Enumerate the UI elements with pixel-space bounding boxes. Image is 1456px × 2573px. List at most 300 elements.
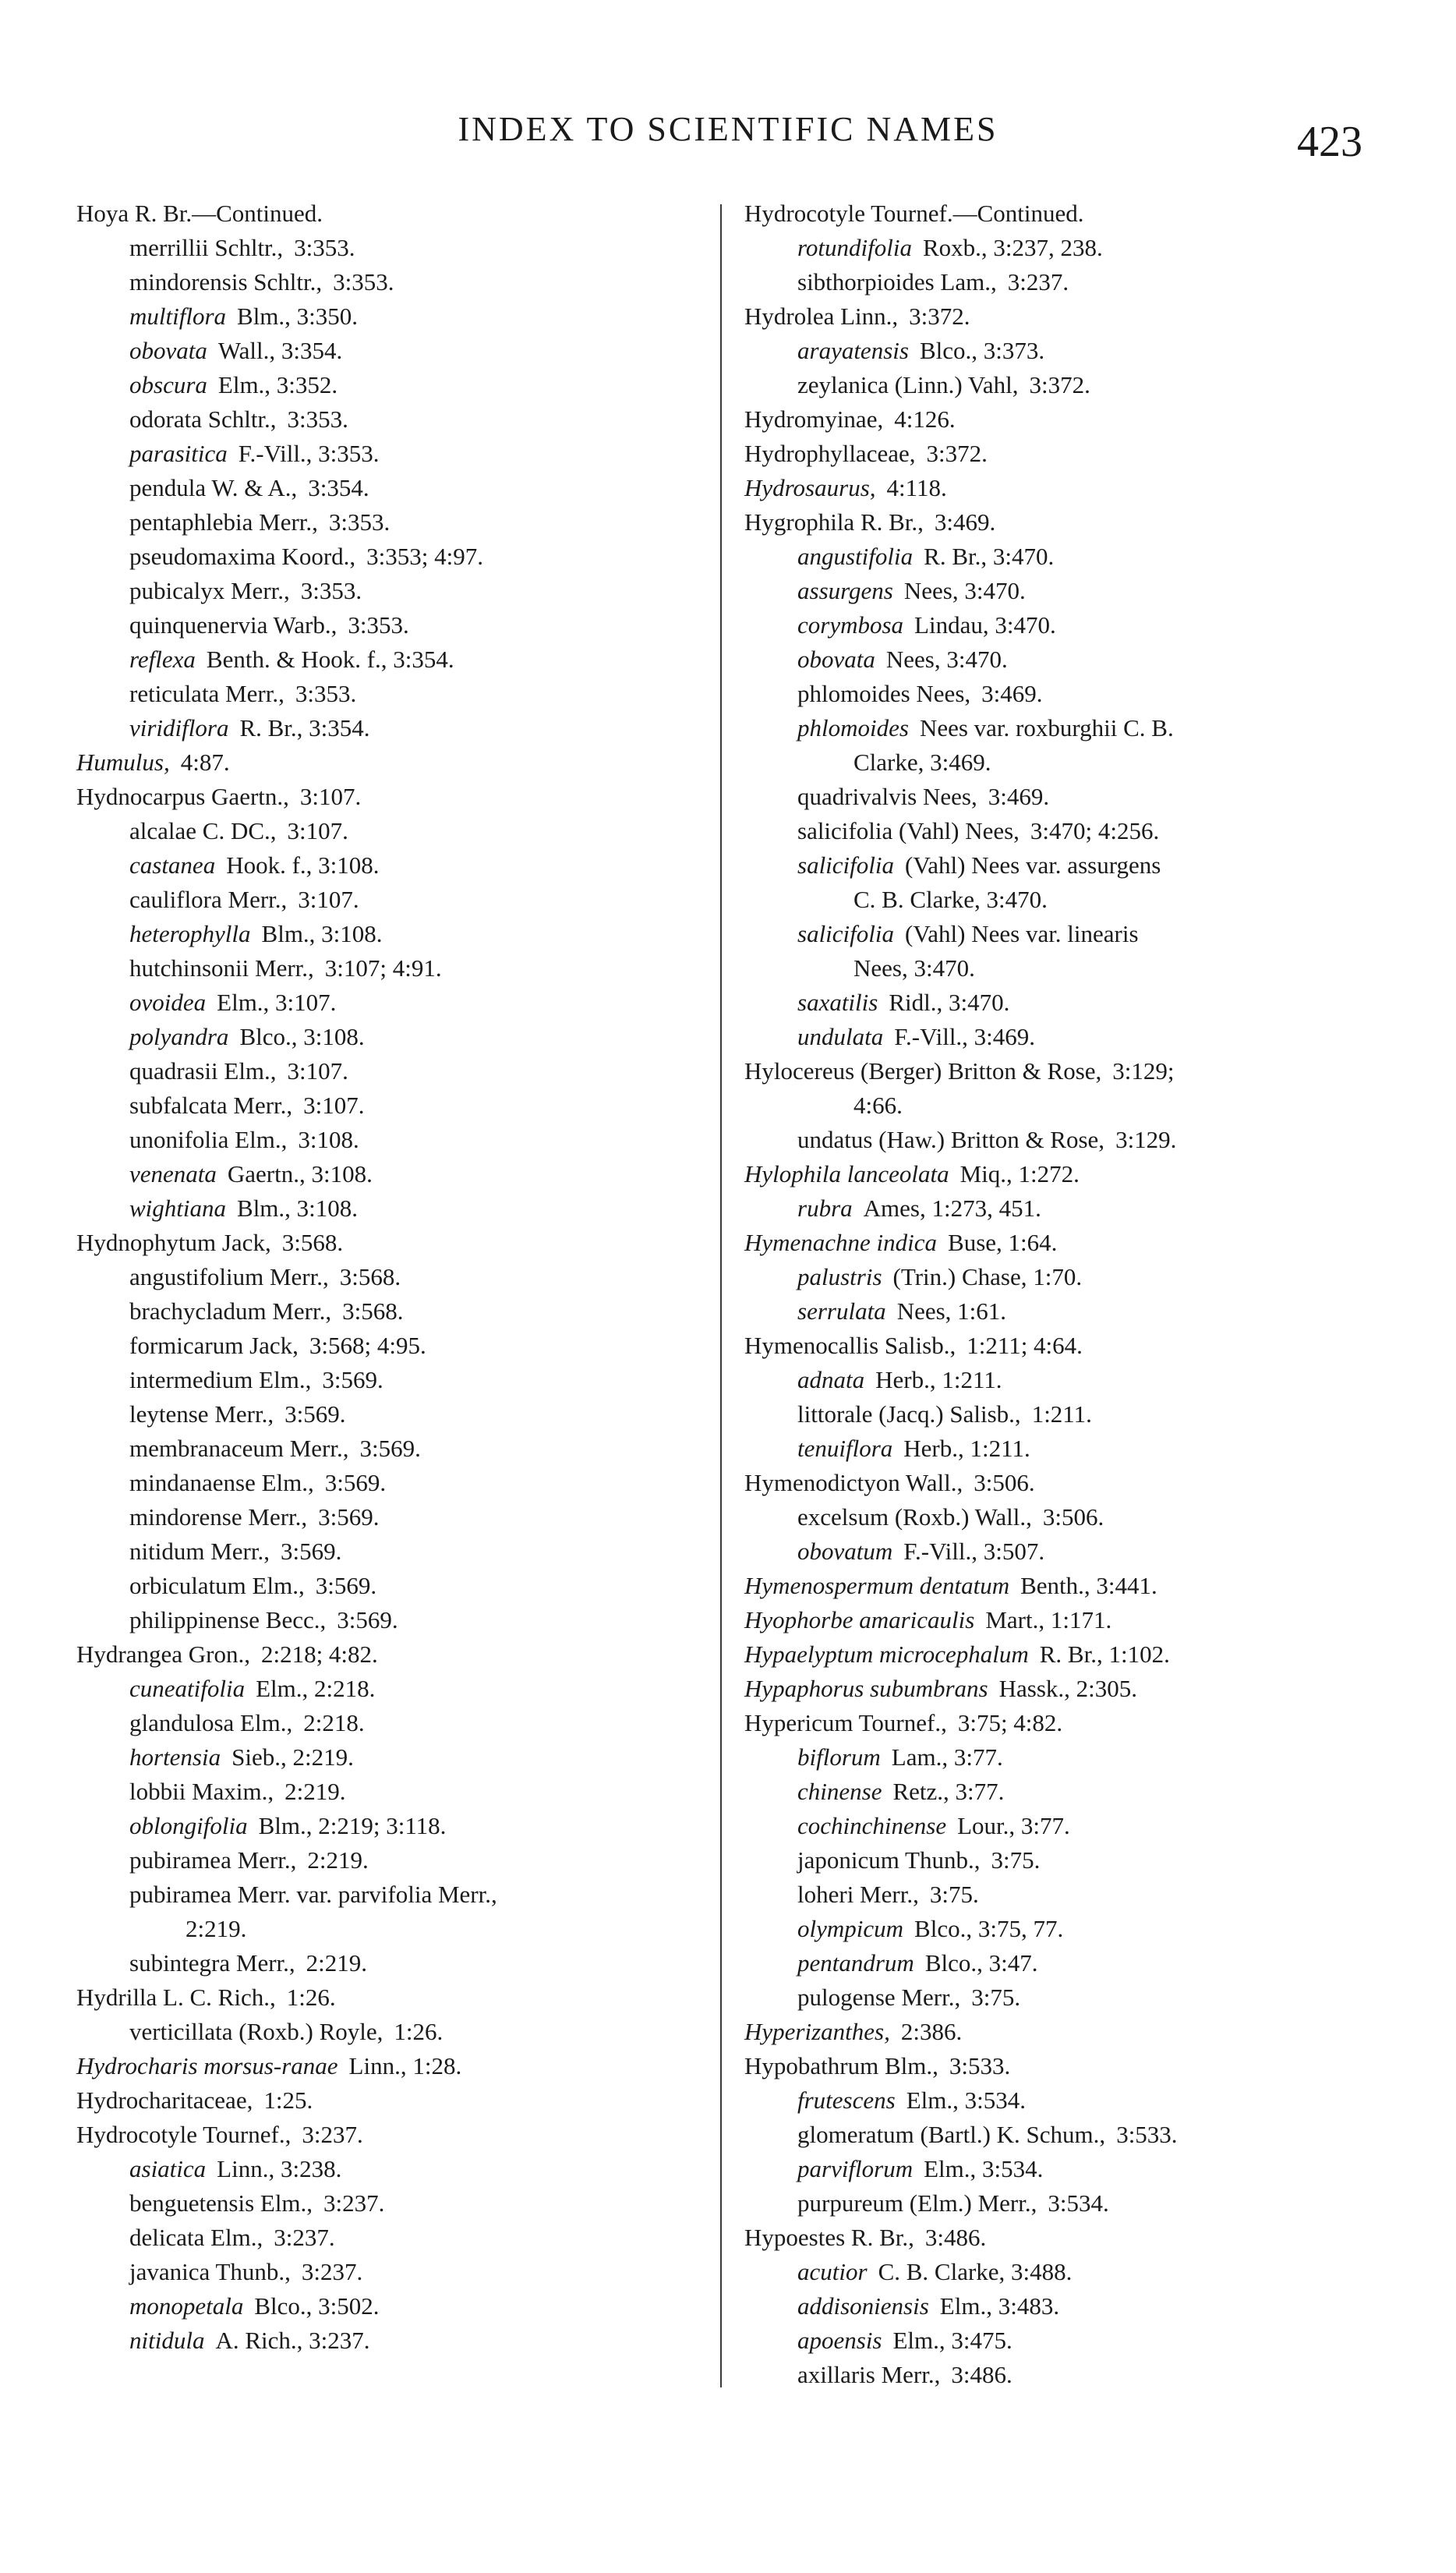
entry-reference: 4:126. [894, 405, 956, 433]
index-subentry [744, 1946, 1384, 1980]
entry-name: pseudomaxima Koord., [129, 543, 356, 570]
entry-reference: 3:569. [324, 1469, 387, 1496]
index-entry [744, 1157, 1384, 1191]
index-entry [744, 471, 1384, 505]
index-subentry [744, 608, 1384, 642]
entry-reference: 3:486. [951, 2361, 1012, 2388]
index-subentry [744, 265, 1384, 299]
entry-name: membranaceum Merr., [129, 1435, 349, 1462]
entry-reference: Blm., 3:108. [261, 920, 383, 947]
index-subentry [76, 814, 700, 848]
index-subentry [744, 1363, 1384, 1397]
entry-reference: Herb., 1:211. [875, 1366, 1002, 1393]
entry-name: merrillii Schltr., [129, 234, 284, 261]
index-subentry [744, 2323, 1384, 2358]
entry-reference: 3:75. [971, 1984, 1021, 2011]
entry-name: ovoidea [129, 989, 207, 1016]
entry-reference: F.-Vill., 3:469. [894, 1023, 1036, 1050]
index-subentry [76, 1569, 700, 1603]
entry-reference: 3:568; 4:95. [309, 1332, 426, 1359]
index-entry [76, 1226, 700, 1260]
index-subentry [76, 1363, 700, 1397]
entry-reference: 3:75. [929, 1881, 979, 1908]
index-subentry [744, 2083, 1384, 2118]
entry-name: benguetensis Elm., [129, 2189, 313, 2217]
entry-name: brachycladum Merr., [129, 1297, 332, 1325]
index-subentry [744, 1191, 1384, 1226]
entry-reference: 3:353. [295, 680, 357, 707]
index-subentry [76, 1775, 700, 1809]
index-subentry [744, 1534, 1384, 1569]
index-column-left [76, 196, 700, 2358]
index-subentry [76, 1397, 700, 1432]
entry-name: multiflora [129, 303, 227, 330]
entry-reference: Retz., 3:77. [892, 1778, 1005, 1805]
entry-reference: 3:486. [924, 2224, 987, 2251]
entry-name: heterophylla [129, 920, 251, 947]
index-entry [76, 196, 700, 231]
entry-name: Hymenospermum dentatum [744, 1572, 1010, 1599]
index-subentry [744, 642, 1384, 677]
index-subentry [76, 642, 700, 677]
entry-reference: Wall., 3:354. [217, 337, 343, 364]
entry-reference: Elm., 3:352. [217, 371, 338, 398]
entry-reference: Blco., 3:373. [919, 337, 1045, 364]
entry-name: loheri Merr., [797, 1881, 919, 1908]
entry-name: subfalcata Merr., [129, 1092, 293, 1119]
index-entry [744, 1466, 1384, 1500]
entry-reference: Blco., 3:75, 77. [914, 1915, 1064, 1942]
entry-reference: 2:386. [900, 2018, 963, 2045]
index-entry [744, 299, 1384, 334]
entry-reference: 2:218. [303, 1709, 365, 1736]
entry-reference: Herb., 1:211. [903, 1435, 1030, 1462]
entry-name: palustris [797, 1263, 882, 1290]
index-entry [76, 2049, 700, 2083]
index-subentry [76, 1740, 700, 1775]
index-subentry [76, 1843, 700, 1878]
entry-reference: Elm., 2:218. [256, 1675, 376, 1702]
entry-name: parviflorum [797, 2155, 914, 2182]
entry-name: reticulata Merr., [129, 680, 284, 707]
index-subentry [76, 677, 700, 711]
entry-name: angustifolia [797, 543, 914, 570]
entry-reference: A. Rich., 3:237. [215, 2327, 370, 2354]
entry-reference: 3:237. [1007, 268, 1069, 296]
entry-name: japonicum Thunb., [797, 1846, 981, 1874]
entry-reference: 3:107. [287, 1057, 348, 1085]
entry-reference: Buse, 1:64. [948, 1229, 1058, 1256]
index-subentry [744, 814, 1384, 848]
entry-reference: 3:569. [359, 1435, 421, 1462]
entry-reference: 3:372. [926, 440, 988, 467]
entry-name: excelsum (Roxb.) Wall., [797, 1503, 1032, 1531]
entry-reference: 3:237. [302, 2121, 363, 2148]
entry-reference: 3:469. [988, 783, 1050, 810]
entry-name: acutior [797, 2258, 868, 2285]
index-subentry [76, 1020, 700, 1054]
index-subentry [744, 1878, 1384, 1912]
entry-name: undulata [797, 1023, 884, 1050]
entry-reference: 3:107. [287, 817, 348, 844]
index-subentry [76, 2289, 700, 2323]
entry-name: undatus (Haw.) Britton & Rose, [797, 1126, 1105, 1153]
index-subentry [76, 1191, 700, 1226]
entry-reference: 2:219. [306, 1949, 368, 1977]
entry-name: Hydrophyllaceae, [744, 440, 916, 467]
entry-reference: 3:569. [318, 1503, 380, 1531]
entry-name: obscura [129, 371, 207, 398]
entry-reference: 3:533. [1116, 2121, 1178, 2148]
entry-reference: 3:534. [1048, 2189, 1109, 2217]
entry-name: salicifolia (Vahl) Nees, [797, 817, 1020, 844]
entry-name: wightiana [129, 1194, 227, 1222]
index-subentry [76, 1534, 700, 1569]
entry-name: zeylanica (Linn.) Vahl, [797, 371, 1019, 398]
entry-reference: 3:569. [284, 1400, 346, 1428]
index-subentry [76, 1500, 700, 1534]
index-subentry [76, 1260, 700, 1294]
index-subentry [76, 402, 700, 437]
index-subentry [744, 2152, 1384, 2186]
entry-name: mindorensis Schltr., [129, 268, 323, 296]
entry-reference: 3:353. [348, 611, 409, 639]
index-subentry [76, 231, 700, 265]
index-subentry [744, 1020, 1384, 1054]
entry-name: Nees, 3:470. [853, 954, 975, 982]
entry-name: orbiculatum Elm., [129, 1572, 305, 1599]
entry-reference: 3:506. [974, 1469, 1035, 1496]
entry-name: angustifolium Merr., [129, 1263, 329, 1290]
entry-name: Humulus, [76, 749, 170, 776]
entry-reference: 3:237. [274, 2224, 335, 2251]
entry-name: viridiflora [129, 714, 229, 741]
entry-name: Hymenodictyon Wall., [744, 1469, 963, 1496]
index-entry [744, 505, 1384, 540]
entry-reference: (Vahl) Nees var. assurgens [905, 851, 1161, 879]
entry-reference: 3:569. [337, 1606, 398, 1633]
entry-reference: Benth. & Hook. f., 3:354. [206, 646, 454, 673]
entry-name: Hydrocharis morsus-ranae [76, 2052, 338, 2079]
entry-reference: Elm., 3:534. [906, 2086, 1026, 2114]
entry-name: venenata [129, 1160, 217, 1187]
entry-reference: 3:107. [303, 1092, 365, 1119]
entry-reference: Benth., 3:441. [1020, 1572, 1157, 1599]
entry-reference: 3:108. [298, 1126, 359, 1153]
entry-name: quinquenervia Warb., [129, 611, 337, 639]
index-entry [76, 745, 700, 780]
entry-name: philippinense Becc., [129, 1606, 327, 1633]
entry-name: javanica Thunb., [129, 2258, 291, 2285]
entry-reference: Blm., 2:219; 3:118. [258, 1812, 447, 1839]
entry-name: nitidum Merr., [129, 1538, 270, 1565]
index-subentry [76, 1054, 700, 1088]
entry-name: phlomoides [797, 714, 909, 741]
entry-name: arayatensis [797, 337, 909, 364]
entry-name: Hylophila lanceolata [744, 1160, 949, 1187]
entry-reference: Elm., 3:475. [892, 2327, 1012, 2354]
index-subentry [76, 437, 700, 471]
index-continuation [744, 1088, 1384, 1123]
index-entry [744, 1054, 1384, 1088]
entry-reference: 2:219. [307, 1846, 369, 1874]
index-subentry [744, 677, 1384, 711]
entry-reference: Blm., 3:108. [237, 1194, 359, 1222]
index-continuation [76, 1912, 700, 1946]
entry-name: biflorum [797, 1743, 881, 1771]
entry-name: salicifolia [797, 851, 894, 879]
entry-name: verticillata (Roxb.) Royle, [129, 2018, 383, 2045]
index-subentry [76, 471, 700, 505]
entry-name: Hydnocarpus Gaertn., [76, 783, 289, 810]
index-subentry [744, 2255, 1384, 2289]
entry-reference: Nees, 3:470. [903, 577, 1026, 604]
entry-reference: Linn., 1:28. [348, 2052, 462, 2079]
index-subentry [744, 1843, 1384, 1878]
page-title: INDEX TO SCIENTIFIC NAMES [458, 110, 998, 148]
entry-reference: Nees, 1:61. [896, 1297, 1007, 1325]
index-subentry [76, 368, 700, 402]
entry-name: polyandra [129, 1023, 229, 1050]
entry-name: oblongifolia [129, 1812, 248, 1839]
index-entry [744, 1569, 1384, 1603]
entry-name: Hydnophytum Jack, [76, 1229, 271, 1256]
index-subentry [76, 1088, 700, 1123]
entry-name: tenuiflora [797, 1435, 893, 1462]
entry-reference: 4:87. [180, 749, 230, 776]
entry-name: purpureum (Elm.) Merr., [797, 2189, 1037, 2217]
entry-name: Hyophorbe amaricaulis [744, 1606, 975, 1633]
index-subentry [744, 540, 1384, 574]
entry-reference: C. B. Clarke, 3:488. [878, 2258, 1073, 2285]
entry-reference: 3:353. [294, 234, 355, 261]
entry-name: serrulata [797, 1297, 886, 1325]
index-subentry [76, 883, 700, 917]
entry-name: glandulosa Elm., [129, 1709, 293, 1736]
entry-reference: R. Br., 1:102. [1039, 1640, 1170, 1668]
entry-name: Hypaphorus subumbrans [744, 1675, 988, 1702]
index-subentry [76, 334, 700, 368]
entry-name: lobbii Maxim., [129, 1778, 274, 1805]
entry-name: frutescens [797, 2086, 896, 2114]
entry-reference: Elm., 3:107. [217, 989, 337, 1016]
entry-reference: Ridl., 3:470. [889, 989, 1010, 1016]
entry-name: C. B. Clarke, 3:470. [853, 886, 1048, 913]
entry-reference: 3:569. [322, 1366, 383, 1393]
entry-reference: Nees var. roxburghii C. B. [919, 714, 1174, 741]
index-entry [76, 1637, 700, 1672]
entry-reference: Lam., 3:77. [891, 1743, 1003, 1771]
index-subentry [76, 1123, 700, 1157]
index-subentry [744, 1432, 1384, 1466]
entry-reference: Elm., 3:483. [939, 2292, 1060, 2320]
entry-name: unonifolia Elm., [129, 1126, 288, 1153]
entry-reference: Sieb., 2:219. [231, 1743, 354, 1771]
entry-reference: 3:353. [328, 508, 391, 536]
entry-name: hortensia [129, 1743, 221, 1771]
entry-name: monopetala [129, 2292, 244, 2320]
entry-reference: Ames, 1:273, 451. [863, 1194, 1041, 1222]
index-subentry [744, 2358, 1384, 2392]
entry-name: 2:219. [186, 1915, 247, 1942]
index-subentry [744, 780, 1384, 814]
entry-name: Hymenachne indica [744, 1229, 938, 1256]
index-column-right [744, 196, 1384, 2392]
entry-name: assurgens [797, 577, 893, 604]
entry-name: Hoya R. Br.—Continued. [76, 200, 323, 227]
entry-name: addisoniensis [797, 2292, 929, 2320]
entry-reference: R. Br., 3:354. [239, 714, 370, 741]
entry-reference: 3:469. [981, 680, 1043, 707]
index-subentry [76, 608, 700, 642]
entry-name: quadrivalvis Nees, [797, 783, 977, 810]
entry-name: pubiramea Merr. var. parvifolia Merr., [129, 1881, 497, 1908]
index-subentry [744, 1809, 1384, 1843]
entry-reference: 3:129. [1115, 1126, 1177, 1153]
entry-name: cuneatifolia [129, 1675, 246, 1702]
index-subentry [76, 986, 700, 1020]
entry-name: sibthorpioides Lam., [797, 268, 997, 296]
index-subentry [744, 334, 1384, 368]
entry-name: pubiramea Merr., [129, 1846, 297, 1874]
index-entry [744, 196, 1384, 231]
entry-name: rotundifolia [797, 234, 912, 261]
index-subentry [744, 986, 1384, 1020]
index-subentry [76, 1946, 700, 1980]
entry-reference: 3:107; 4:91. [324, 954, 442, 982]
index-subentry [76, 2186, 700, 2221]
entry-reference: 3:353. [300, 577, 362, 604]
entry-reference: 3:353; 4:97. [366, 543, 483, 570]
entry-reference: 3:470; 4:256. [1030, 817, 1160, 844]
entry-name: nitidula [129, 2327, 205, 2354]
index-subentry [76, 299, 700, 334]
entry-name: alcalae C. DC., [129, 817, 277, 844]
index-subentry [76, 2221, 700, 2255]
entry-reference: 1:211. [1031, 1400, 1092, 1428]
index-subentry [76, 1157, 700, 1191]
entry-reference: Gaertn., 3:108. [227, 1160, 373, 1187]
index-subentry [76, 1672, 700, 1706]
entry-reference: Lour., 3:77. [957, 1812, 1070, 1839]
entry-name: reflexa [129, 646, 196, 673]
entry-name: Hydrolea Linn., [744, 303, 899, 330]
index-subentry [76, 917, 700, 951]
entry-reference: Elm., 3:534. [924, 2155, 1044, 2182]
entry-name: delicata Elm., [129, 2224, 263, 2251]
index-subentry [744, 1260, 1384, 1294]
entry-name: Hydrocharitaceae, [76, 2086, 253, 2114]
index-subentry [744, 368, 1384, 402]
index-subentry [76, 265, 700, 299]
entry-reference: 3:107. [298, 886, 359, 913]
index-entry [744, 1672, 1384, 1706]
index-subentry [744, 1912, 1384, 1946]
entry-reference: 3:568. [339, 1263, 401, 1290]
index-subentry [76, 1603, 700, 1637]
entry-name: apoensis [797, 2327, 882, 2354]
entry-name: Hypaelyptum microcephalum [744, 1640, 1029, 1668]
entry-reference: 3:353. [333, 268, 394, 296]
entry-name: formicarum Jack, [129, 1332, 299, 1359]
index-entry [744, 2221, 1384, 2255]
index-subentry [76, 2323, 700, 2358]
entry-reference: 2:218; 4:82. [260, 1640, 378, 1668]
entry-name: pentandrum [797, 1949, 914, 1977]
column-divider [720, 204, 722, 2387]
index-subentry [76, 505, 700, 540]
index-subentry [76, 574, 700, 608]
index-entry [744, 1329, 1384, 1363]
page-number: 423 [1297, 118, 1362, 166]
index-subentry [76, 1706, 700, 1740]
entry-reference: Lindau, 3:470. [914, 611, 1056, 639]
entry-name: Hygrophila R. Br., [744, 508, 924, 536]
index-subentry [744, 2186, 1384, 2221]
entry-name: asiatica [129, 2155, 207, 2182]
index-entry [76, 780, 700, 814]
index-entry [744, 1706, 1384, 1740]
entry-name: mindanaense Elm., [129, 1469, 314, 1496]
index-subentry [76, 1466, 700, 1500]
entry-reference: Blm., 3:350. [237, 303, 359, 330]
entry-reference: Miq., 1:272. [959, 1160, 1080, 1187]
entry-name: Hydrocotyle Tournef.—Continued. [744, 200, 1084, 227]
entry-name: cauliflora Merr., [129, 886, 288, 913]
entry-name: obovata [797, 646, 875, 673]
index-subentry [744, 574, 1384, 608]
entry-name: Hyperizanthes, [744, 2018, 890, 2045]
entry-name: Clarke, 3:469. [853, 749, 991, 776]
entry-reference: 3:353. [287, 405, 348, 433]
entry-reference: Blco., 3:108. [239, 1023, 365, 1050]
entry-name: obovatum [797, 1538, 893, 1565]
entry-reference: Nees, 3:470. [885, 646, 1008, 673]
entry-name: quadrasii Elm., [129, 1057, 277, 1085]
index-continuation [744, 951, 1384, 986]
entry-reference: Linn., 3:238. [217, 2155, 342, 2182]
index-subentry [76, 848, 700, 883]
entry-name: subintegra Merr., [129, 1949, 295, 1977]
index-entry [76, 2083, 700, 2118]
entry-reference: 3:568. [281, 1229, 344, 1256]
entry-name: adnata [797, 1366, 865, 1393]
index-subentry [744, 1775, 1384, 1809]
index-subentry [744, 1123, 1384, 1157]
index-continuation [744, 745, 1384, 780]
entry-reference: 1:26. [394, 2018, 444, 2045]
entry-name: chinense [797, 1778, 882, 1805]
entry-reference: 3:129; [1112, 1057, 1175, 1085]
entry-name: mindorense Merr., [129, 1503, 308, 1531]
index-subentry [744, 1294, 1384, 1329]
entry-reference: 3:107. [299, 783, 362, 810]
entry-reference: Roxb., 3:237, 238. [922, 234, 1103, 261]
entry-name: rubra [797, 1194, 853, 1222]
index-subentry [744, 231, 1384, 265]
entry-reference: F.-Vill., 3:353. [238, 440, 380, 467]
entry-name: axillaris Merr., [797, 2361, 941, 2388]
entry-name: Hypoestes R. Br., [744, 2224, 914, 2251]
entry-reference: 3:568. [342, 1297, 404, 1325]
index-subentry [744, 1397, 1384, 1432]
entry-name: olympicum [797, 1915, 904, 1942]
entry-name: Hydrangea Gron., [76, 1640, 250, 1668]
entry-reference: 3:237. [301, 2258, 363, 2285]
entry-reference: Hassk., 2:305. [998, 1675, 1137, 1702]
entry-reference: 2:219. [284, 1778, 346, 1805]
entry-name: corymbosa [797, 611, 904, 639]
